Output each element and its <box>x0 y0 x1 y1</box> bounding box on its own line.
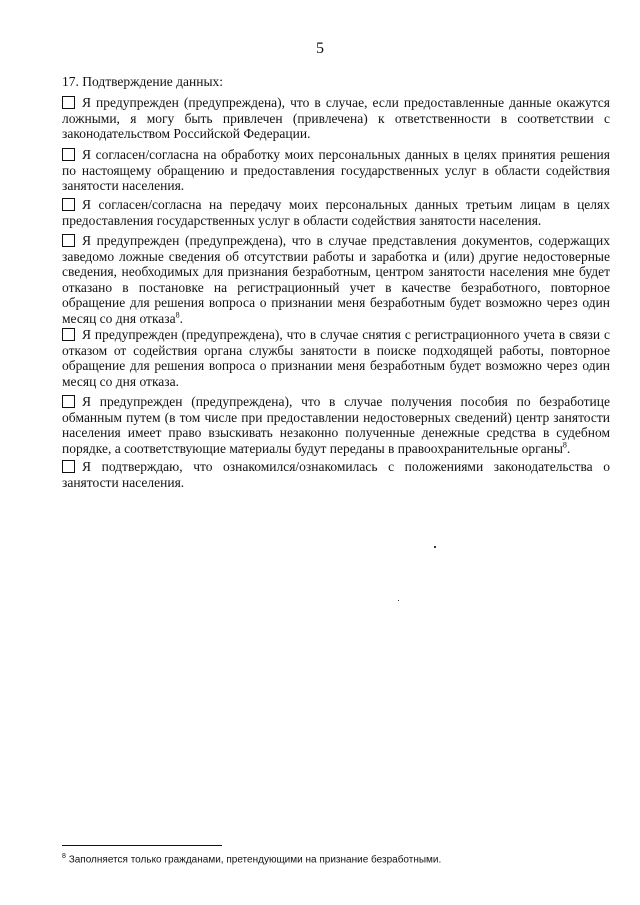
footnote <box>62 853 602 865</box>
scan-speck <box>434 546 436 548</box>
checkbox-false-data-liability[interactable] <box>62 96 75 109</box>
confirmation-text: Я предупрежден (предупреждена), что в случае, если предоставленные данные окажутся ложными, я могу быть привлечен (привлечена) к ответственности в соответствии с законодательством Российской Федерации. <box>62 95 610 142</box>
confirmation-text: Я согласен/согласна на передачу моих персональных данных третьим лицам в целях предоставления государственных услуг в области содействия занятости населения. <box>62 197 610 228</box>
confirmation-item-false-data-liability <box>62 95 610 142</box>
checkbox-legislation-acknowledged[interactable] <box>62 460 75 473</box>
confirmation-text <box>62 233 610 327</box>
confirmation-text <box>62 394 610 456</box>
checkbox-benefit-fraud[interactable] <box>62 395 75 408</box>
section-number: 17. <box>62 74 79 89</box>
footnote-divider <box>62 845 222 846</box>
checkbox-third-party-transfer[interactable] <box>62 198 75 211</box>
sentence-end: . <box>566 440 571 456</box>
section-title: Подтверждение данных: <box>82 74 224 89</box>
footnote-marker: 8 <box>62 853 66 860</box>
footnote-reference: 8 <box>175 310 180 320</box>
section-heading <box>62 74 223 90</box>
confirmation-text-body: Я предупрежден (предупреждена), что в случае получения пособия по безработице обманным путем (в том числе при предоставлении недостоверных сведений) центр занятости населения имеет право взыскивать незаконно полученные денежные средства в судебном порядке, а соответствующие материалы будут переданы в правоохранительные органы <box>62 394 610 456</box>
confirmation-item-deregistration <box>62 327 610 389</box>
checkbox-personal-data-processing[interactable] <box>62 148 75 161</box>
scan-speck <box>398 600 399 601</box>
confirmation-item-benefit-fraud <box>62 394 610 456</box>
footnote-text: Заполняется только гражданами, претендующими на признание безработными. <box>68 854 442 866</box>
confirmation-text-body: Я предупрежден (предупреждена), что в случае представления документов, содержащих заведомо ложные сведения об отсутствии работы и заработка и (или) другие недостоверные сведения, необходимых для признания безработным, центром занятости населения мне будет отказано в постановке на регистрационный учет в качестве безработного, повторное обращение для решения вопроса о признании меня безработным будет возможно через один месяц со дня отказа <box>62 233 610 326</box>
confirmation-item-personal-data-processing <box>62 147 610 194</box>
confirmation-text: Я согласен/согласна на обработку моих персональных данных в целях принятия решения по настоящему обращению и предоставления государственных услуг в области содействия занятости населения. <box>62 147 610 194</box>
page-number: 5 <box>316 40 324 57</box>
confirmation-item-legislation-acknowledged <box>62 459 610 490</box>
sentence-end: . <box>179 310 183 326</box>
confirmation-text: Я предупрежден (предупреждена), что в случае снятия с регистрационного учета в связи с отказом от содействия органа службы занятости в поиске подходящей работы, повторное обращение для решения вопроса о признании меня безработным будет возможно через один месяц со дня отказа. <box>62 327 610 389</box>
checkbox-false-documents[interactable] <box>62 234 75 247</box>
checkbox-deregistration[interactable] <box>62 328 75 341</box>
footnote-reference: 8 <box>562 440 567 450</box>
confirmation-item-false-documents <box>62 233 610 327</box>
confirmation-item-third-party-transfer <box>62 197 610 228</box>
confirmation-text: Я подтверждаю, что ознакомился/ознакомилась с положениями законодательства о занятости населения. <box>62 459 610 490</box>
